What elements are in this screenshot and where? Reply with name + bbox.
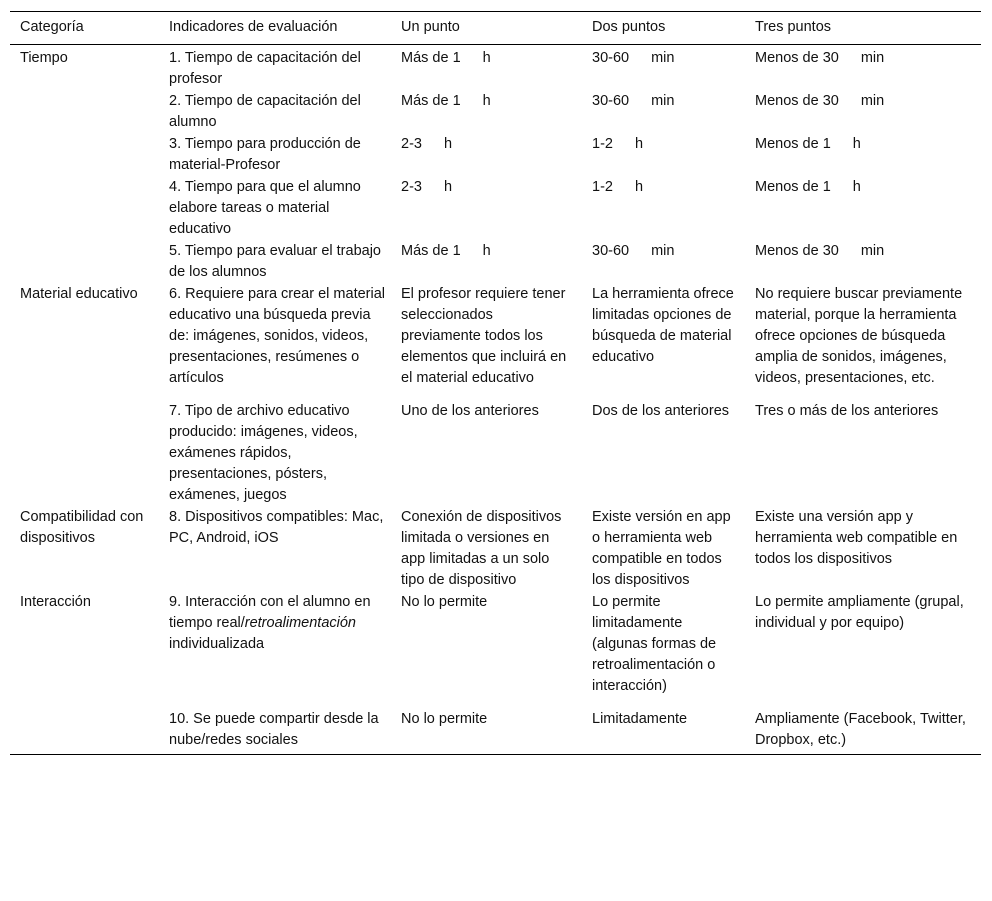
table-row (10, 709, 981, 755)
one-point-cell: 2-3 h (401, 179, 453, 195)
one-point-cell: Uno de los anteriores (401, 403, 539, 419)
three-points-cell: Menos de 30 min (755, 93, 885, 109)
three-points-cell: Menos de 1 h (755, 136, 861, 152)
table-header-row (10, 12, 981, 45)
indicator-cell: 9. Interacción con el alumno en tiempo real/retroalimentación individualizada (169, 594, 371, 652)
table-row (10, 401, 981, 507)
category-cell (10, 134, 159, 177)
category-cell (10, 709, 159, 755)
indicator-cell: 1. Tiempo de capacitación del profesor (169, 50, 361, 87)
one-point-cell: No lo permite (391, 709, 582, 755)
header-tres-puntos: Tres puntos (745, 12, 981, 45)
two-points-cell: 30-60 min (592, 50, 675, 66)
two-points-cell: 1-2 h (592, 136, 644, 152)
one-point-cell: 2-3 h (401, 136, 453, 152)
indicator-cell: 2. Tiempo de capacitación del alumno (169, 93, 361, 130)
one-point-cell: Conexión de dispositivos limitada o versiones en app limitadas a un solo tipo de dispositivo (401, 509, 562, 588)
indicator-cell: 7. Tipo de archivo educativo producido: imágenes, videos, exámenes rápidos, presentaciones, pósters, exámenes, juegos (169, 403, 358, 503)
indicator-cell: 6. Requiere para crear el material educativo una búsqueda previa de: imágenes, sonidos, videos, presentaciones, resúmenes o artículos (169, 286, 385, 386)
indicator-cell: 3. Tiempo para producción de material-Profesor (169, 136, 361, 173)
two-points-cell: 30-60 min (592, 93, 675, 109)
one-point-cell: Más de 1 h (401, 50, 491, 66)
indicator-cell: 8. Dispositivos compatibles: Mac, PC, Android, iOS (169, 509, 384, 546)
header-categoria: Categoría (10, 12, 159, 45)
table-row (10, 241, 981, 284)
one-point-cell: No lo permite (401, 594, 488, 610)
category-cell: Material educativo (20, 286, 138, 302)
three-points-cell: Tres o más de los anteriores (755, 403, 939, 419)
header-un-punto: Un punto (391, 12, 582, 45)
indicator-cell: 4. Tiempo para que el alumno elabore tareas o material educativo (169, 179, 361, 237)
header-dos-puntos: Dos puntos (582, 12, 745, 45)
indicator-cell: 10. Se puede compartir desde la nube/redes sociales (159, 709, 391, 755)
two-points-cell: La herramienta ofrece limitadas opciones de búsqueda de material educativo (592, 286, 734, 365)
indicator-cell: 5. Tiempo para evaluar el trabajo de los alumnos (169, 243, 381, 280)
table-row (10, 134, 981, 177)
three-points-cell: Menos de 30 min (755, 50, 885, 66)
table-row (10, 592, 981, 709)
two-points-cell: Existe versión en app o herramienta web compatible en todos los dispositivos (592, 509, 731, 588)
emphasis-text: retroalimentación (244, 615, 356, 631)
category-cell: Tiempo (20, 50, 68, 66)
category-cell (10, 401, 159, 507)
category-cell: Compatibilidad con dispositivos (20, 509, 144, 546)
three-points-cell: Lo permite ampliamente (grupal, individual y por equipo) (755, 594, 964, 631)
evaluation-table (10, 11, 981, 755)
three-points-cell: Existe una versión app y herramienta web compatible en todos los dispositivos (755, 509, 958, 567)
category-cell (10, 177, 159, 241)
one-point-cell: El profesor requiere tener seleccionados previamente todos los elementos que incluirá en el material educativo (401, 286, 567, 386)
two-points-cell: Dos de los anteriores (592, 403, 730, 419)
table-row (10, 284, 981, 401)
one-point-cell: Más de 1 h (401, 243, 491, 259)
two-points-cell: Lo permite limitadamente (algunas formas de retroalimentación o interacción) (592, 594, 717, 694)
evaluation-table-container (10, 11, 981, 755)
table-row (10, 45, 981, 92)
header-indicadores: Indicadores de evaluación (159, 12, 391, 45)
three-points-cell: Menos de 30 min (755, 243, 885, 259)
category-cell (10, 91, 159, 134)
category-cell: Interacción (20, 594, 91, 610)
three-points-cell: Menos de 1 h (755, 179, 861, 195)
table-row (10, 507, 981, 592)
two-points-cell: 30-60 min (592, 243, 675, 259)
two-points-cell: 1-2 h (592, 179, 644, 195)
three-points-cell: No requiere buscar previamente material, porque la herramienta ofrece opciones de búsqueda amplia de sonidos, imágenes, videos, presentaciones, etc. (755, 286, 963, 386)
three-points-cell: Ampliamente (Facebook, Twitter, Dropbox, etc.) (745, 709, 981, 755)
table-row (10, 177, 981, 241)
category-cell (10, 241, 159, 284)
two-points-cell: Limitadamente (582, 709, 745, 755)
table-row (10, 91, 981, 134)
one-point-cell: Más de 1 h (401, 93, 491, 109)
